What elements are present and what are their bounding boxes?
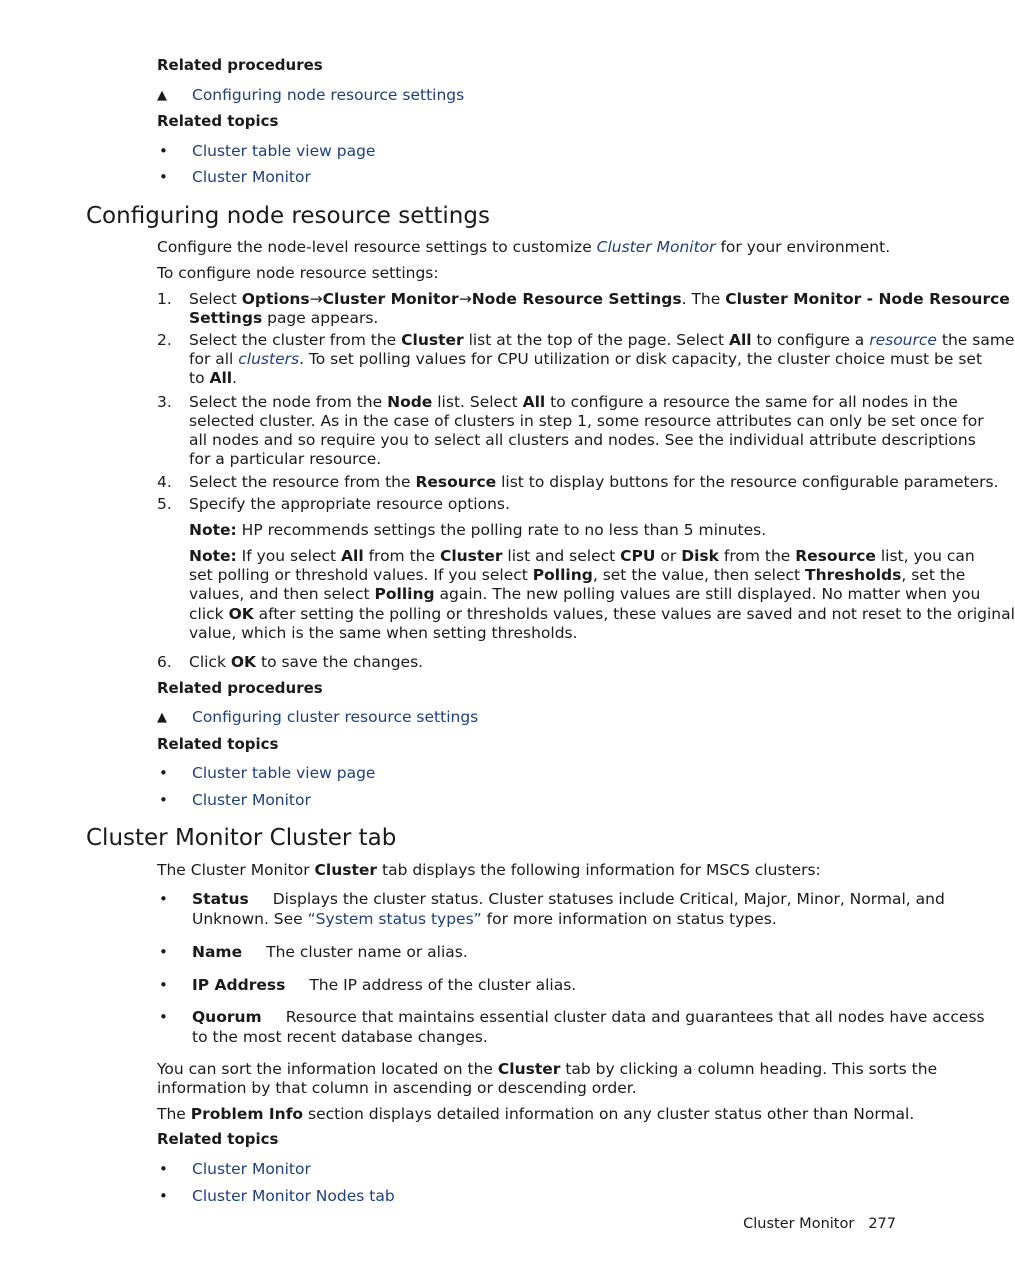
footer-section-name: Cluster Monitor bbox=[743, 1216, 855, 1232]
step3-line1: Select the node from the Node list. Select All to configure a resource the same for all nodes in the bbox=[189, 393, 958, 411]
bullet-icon: • bbox=[159, 943, 168, 961]
term-quorum-line2: to the most recent database changes. bbox=[192, 1028, 488, 1046]
bullet-icon: • bbox=[159, 168, 168, 186]
step1-line1: Select Options→Cluster Monitor→Node Resource Settings. The Cluster Monitor - Node Resource bbox=[189, 290, 1010, 308]
step5-line1: Specify the appropriate resource options. bbox=[189, 495, 510, 513]
bullet-icon: • bbox=[159, 791, 168, 809]
note-2-line3: values, and then select Polling again. The new polling values are still displayed. No matter when you bbox=[189, 585, 981, 603]
bullet-icon: • bbox=[159, 1187, 168, 1205]
term-ip-address: IP Address The IP address of the cluster alias. bbox=[192, 976, 577, 994]
term-status-line1: Status Displays the cluster status. Cluster statuses include Critical, Major, Minor, Normal, and bbox=[192, 890, 945, 908]
section1-intro: Configure the node-level resource settings to customize Cluster Monitor for your environment. bbox=[157, 238, 891, 256]
page-footer bbox=[743, 1215, 896, 1234]
step6-line1: Click OK to save the changes. bbox=[189, 653, 424, 671]
note-2-line1: Note: If you select All from the Cluster list and select CPU or Disk from the Resource list, you can bbox=[189, 547, 975, 565]
topic-link-cluster-monitor[interactable]: Cluster Monitor bbox=[192, 168, 311, 186]
cluster-monitor-link[interactable]: Cluster Monitor bbox=[596, 238, 716, 256]
bullet-icon: • bbox=[159, 890, 168, 908]
step-number: 5. bbox=[157, 495, 172, 513]
section-title-configuring-node-resource: Configuring node resource settings bbox=[86, 203, 490, 229]
step2-line3: to All. bbox=[189, 369, 238, 387]
related-procedures-heading: Related procedures bbox=[157, 56, 323, 74]
step2-line2: for all clusters. To set polling values for CPU utilization or disk capacity, the cluster choice must be set bbox=[189, 350, 983, 368]
page-number: 277 bbox=[868, 1216, 896, 1232]
related-topics-heading: Related topics bbox=[157, 1130, 279, 1148]
system-status-types-link[interactable]: “System status types” bbox=[307, 910, 482, 928]
bullet-icon: • bbox=[159, 142, 168, 160]
problem-info-text: The Problem Info section displays detailed information on any cluster status other than Normal. bbox=[157, 1105, 915, 1123]
bullet-icon: • bbox=[159, 1008, 168, 1026]
step3-line2: selected cluster. As in the case of clusters in step 1, some resource attributes can only be set once for bbox=[189, 412, 984, 430]
step2-line1: Select the cluster from the Cluster list at the top of the page. Select All to configure a resource the same bbox=[189, 331, 1015, 349]
to-configure-text: To configure node resource settings: bbox=[157, 264, 439, 282]
related-procedures-heading: Related procedures bbox=[157, 679, 323, 697]
triangle-bullet-icon: ▲ bbox=[157, 88, 167, 103]
term-quorum-line1: Quorum Resource that maintains essential cluster data and guarantees that all nodes have access bbox=[192, 1008, 985, 1026]
bullet-icon: • bbox=[159, 976, 168, 994]
topic-link-cluster-monitor[interactable]: Cluster Monitor bbox=[192, 1160, 311, 1178]
step3-line4: for a particular resource. bbox=[189, 450, 382, 468]
related-topics-heading: Related topics bbox=[157, 735, 279, 753]
step-number: 1. bbox=[157, 290, 172, 308]
step1-line2: Settings page appears. bbox=[189, 309, 379, 327]
step-number: 4. bbox=[157, 473, 172, 491]
step-number: 6. bbox=[157, 653, 172, 671]
term-name: Name The cluster name or alias. bbox=[192, 943, 468, 961]
topic-link-cluster-table-view[interactable]: Cluster table view page bbox=[192, 764, 376, 782]
step4-line1: Select the resource from the Resource list to display buttons for the resource configurable parameters. bbox=[189, 473, 999, 491]
clusters-link[interactable]: clusters bbox=[238, 350, 300, 368]
related-topics-heading: Related topics bbox=[157, 112, 279, 130]
step3-line3: all nodes and so require you to select all clusters and nodes. See the individual attribute descriptions bbox=[189, 431, 976, 449]
sort-text-line2: information by that column in ascending or descending order. bbox=[157, 1079, 637, 1097]
sort-text-line1: You can sort the information located on the Cluster tab by clicking a column heading. This sorts the bbox=[157, 1060, 938, 1078]
triangle-bullet-icon: ▲ bbox=[157, 710, 167, 725]
note-1: Note: HP recommends settings the polling rate to no less than 5 minutes. bbox=[189, 521, 767, 539]
note-2-line2: set polling or threshold values. If you select Polling, set the value, then select Thresholds, set the bbox=[189, 566, 966, 584]
topic-link-cluster-monitor-nodes-tab[interactable]: Cluster Monitor Nodes tab bbox=[192, 1187, 395, 1205]
topic-link-cluster-table-view[interactable]: Cluster table view page bbox=[192, 142, 376, 160]
topic-link-cluster-monitor[interactable]: Cluster Monitor bbox=[192, 791, 311, 809]
section-title-cluster-tab: Cluster Monitor Cluster tab bbox=[86, 825, 397, 851]
note-2-line4: click OK after setting the polling or thresholds values, these values are saved and not reset to the original bbox=[189, 605, 1015, 623]
section2-intro: The Cluster Monitor Cluster tab displays the following information for MSCS clusters: bbox=[157, 861, 821, 879]
bullet-icon: • bbox=[159, 764, 168, 782]
proc-link-configuring-node-resource[interactable]: Configuring node resource settings bbox=[192, 86, 465, 104]
term-status-line2: Unknown. See “System status types” for more information on status types. bbox=[192, 910, 777, 928]
step-number: 2. bbox=[157, 331, 172, 349]
resource-link[interactable]: resource bbox=[869, 331, 937, 349]
step-number: 3. bbox=[157, 393, 172, 411]
proc-link-configuring-cluster-resource[interactable]: Configuring cluster resource settings bbox=[192, 708, 479, 726]
note-2-line5: value, which is the same when setting thresholds. bbox=[189, 624, 578, 642]
bullet-icon: • bbox=[159, 1160, 168, 1178]
